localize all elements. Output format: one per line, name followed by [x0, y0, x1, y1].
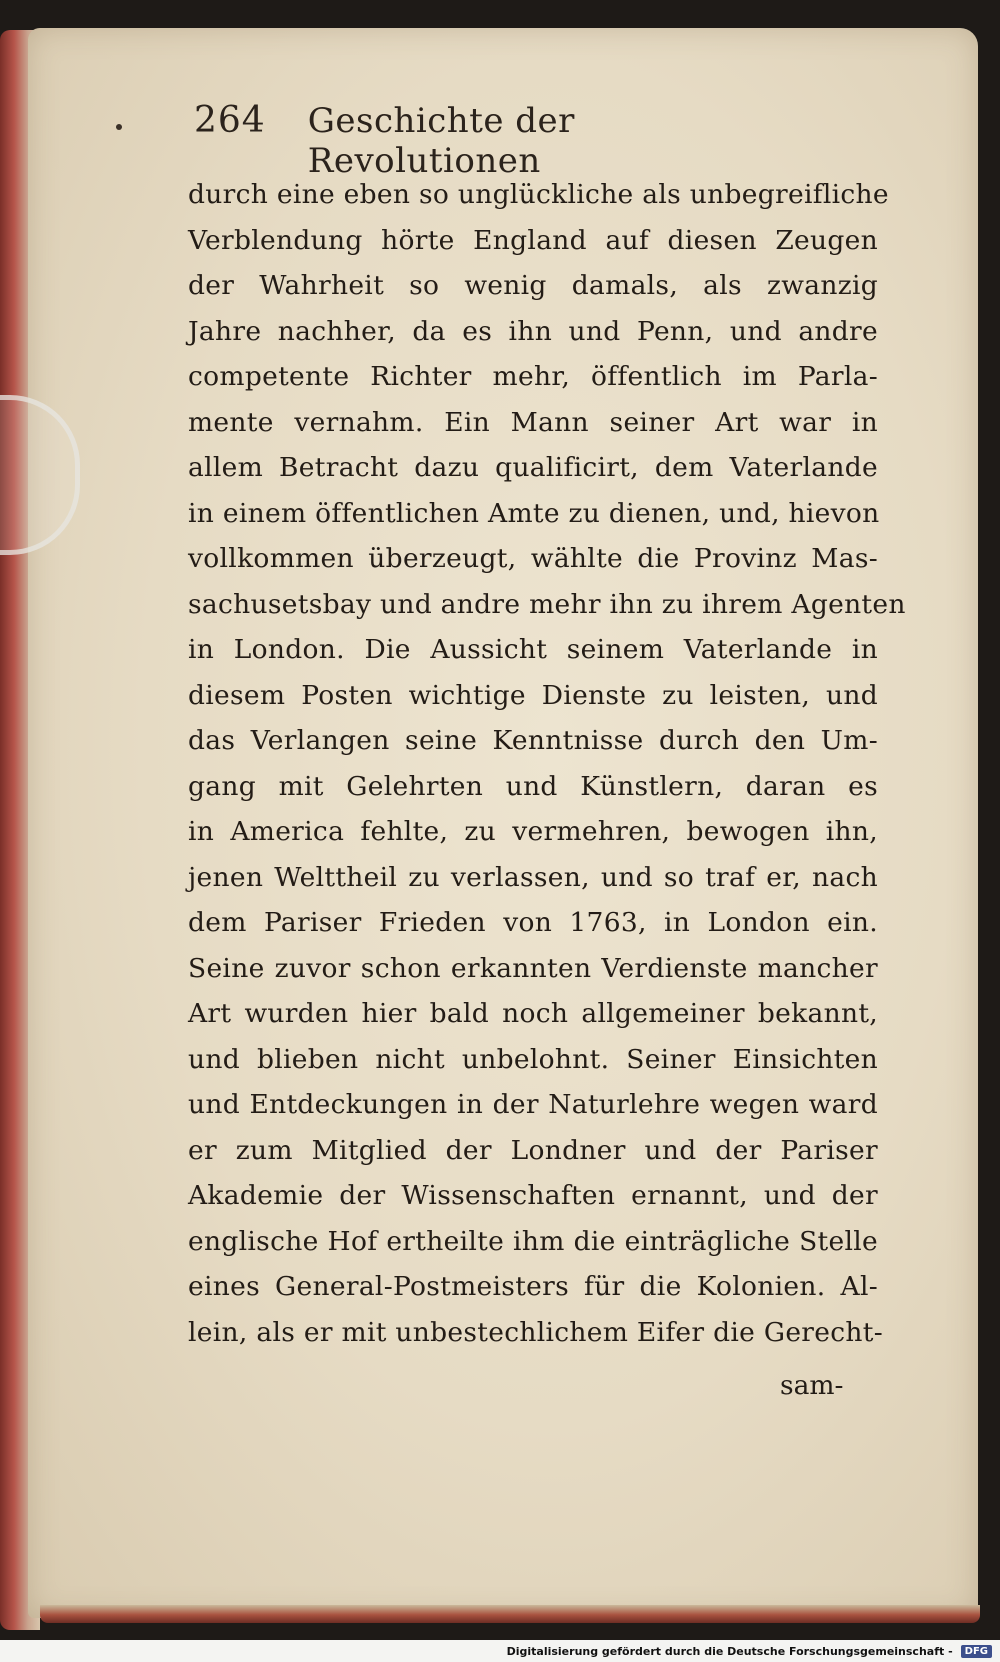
- page-number: 264: [194, 100, 266, 141]
- body-text: [188, 172, 906, 1355]
- text-line: competente Richter mehr, öffentlich im Parla-: [188, 361, 878, 392]
- text-line: er zum Mitglied der Londner und der Pariser: [188, 1134, 878, 1166]
- text-line: englische Hof ertheilte ihm die einträgliche Stelle: [188, 1225, 878, 1257]
- catchword: sam-: [780, 1370, 844, 1401]
- margin-mark: [116, 124, 122, 130]
- text-line: allem Betracht dazu qualificirt, dem Vaterlande: [188, 452, 878, 483]
- book-bottom-edge: [40, 1605, 980, 1623]
- text-line: diesem Posten wichtige Dienste zu leisten, und: [188, 679, 878, 711]
- running-title: Geschichte der Revolutionen: [307, 101, 575, 181]
- digitization-credit: Digitalisierung gefördert durch die Deutsche Forschungsgemeinschaft -: [506, 1644, 953, 1658]
- text-line: lein, als er mit unbestechlichem Eifer die Gerecht-: [188, 1316, 883, 1348]
- text-line: Art wurden hier bald noch allgemeiner bekannt,: [188, 998, 878, 1029]
- text-line: Seine zuvor schon erkannten Verdienste mancher: [188, 952, 878, 984]
- text-line: durch eine eben so unglückliche als unbegreifliche: [188, 179, 889, 210]
- text-line: sachusetsbay und andre mehr ihn zu ihrem Agenten: [188, 588, 906, 620]
- text-line: Jahre nachher, da es ihn und Penn, und andre: [188, 315, 878, 347]
- text-line: dem Pariser Frieden von 1763, in London ein.: [188, 907, 878, 938]
- text-line: eines General-Postmeisters für die Kolonien. Al-: [188, 1271, 878, 1302]
- text-line: in einem öffentlichen Amte zu dienen, und, hievon: [188, 497, 880, 529]
- text-line: mente vernahm. Ein Mann seiner Art war in: [188, 406, 878, 438]
- text-line: das Verlangen seine Kenntnisse durch den Um-: [188, 725, 878, 756]
- dfg-logo-icon: DFG: [961, 1645, 992, 1658]
- text-line: der Wahrheit so wenig damals, als zwanzig: [188, 270, 878, 301]
- text-line: gang mit Gelehrten und Künstlern, daran es: [188, 770, 878, 802]
- digitization-footer: [0, 1640, 1000, 1662]
- text-line: jenen Welttheil zu verlassen, und so traf er, nach: [188, 861, 878, 893]
- text-line: und Entdeckungen in der Naturlehre wegen ward: [188, 1089, 878, 1120]
- text-line: vollkommen überzeugt, wählte die Provinz Mas-: [188, 543, 878, 574]
- text-line: Akademie der Wissenschaften ernannt, und der: [188, 1180, 878, 1211]
- page-header: [194, 100, 784, 181]
- text-line: in London. Die Aussicht seinem Vaterlande in: [188, 634, 878, 665]
- text-line: in America fehlte, zu vermehren, bewogen ihn,: [188, 816, 878, 847]
- text-line: Verblendung hörte England auf diesen Zeugen: [188, 224, 878, 256]
- text-line: und blieben nicht unbelohnt. Seiner Einsichten: [188, 1043, 878, 1075]
